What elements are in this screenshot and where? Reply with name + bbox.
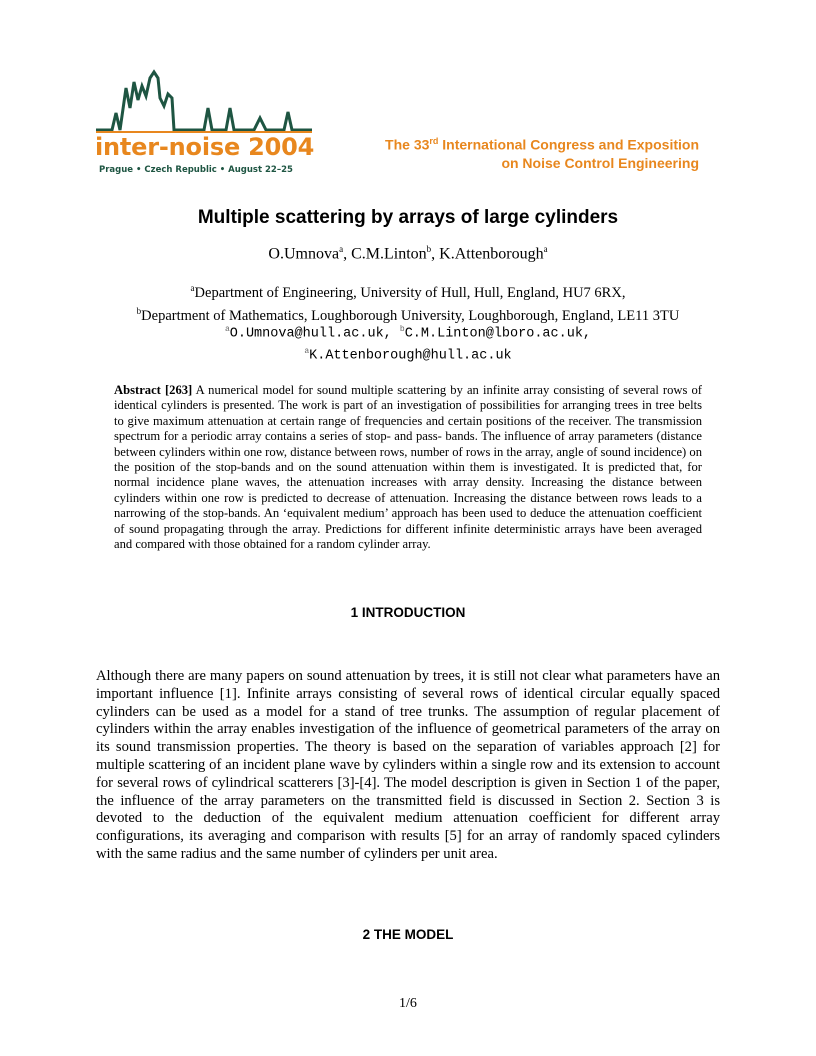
section-heading-model: 2 THE MODEL — [362, 927, 454, 942]
abstract — [114, 383, 702, 552]
author-emails: $^a$O.Umnova@hull.ac.uk, $^b$C.M.Linton@lboro.ac.uk, $^a$K.Attenborough@hull.ac.uk — [224, 325, 592, 363]
affiliation-b: $^b$Department of Mathematics, Loughborough University, Loughborough, England, LE11 3TU — [136, 305, 680, 324]
logo-wordmark: inter-noise 2004 — [95, 133, 315, 161]
abstract-text: A numerical model for sound multiple scattering by an infinite array consisting of several rows of identical cylinders is presented. The work is part of an investigation of possibilities for arranging trees in tree belts to give maximum attenuation at certain range of frequencies and certain positions of the receiver. The transmission spectrum for a periodic array contains a series of stop- and pass- bands. The influence of array parameters (distance between cylinders within one row, distance between rows, number of rows in the array, angle of sound incidence) on the position of the stop-bands and on the sound attenuation within them is investigated. It is predicted that, for normal incidence plane waves, the attenuation increases with array density. Increasing the distance between cylinders within one row is predicted to decrease of attenuation. Increasing the distance between rows leads to a narrowing of the stop-bands. An ‘equivalent medium’ approach has been used to deduce the attenuation coefficient of sound propagating through the array. Predictions for different infinite deterministic arrays have been averaged and compared with those obtained for a random cylinder array. — [114, 383, 702, 552]
affiliations — [0, 279, 816, 325]
section-heading-introduction: 1 INTRODUCTION — [350, 605, 466, 620]
affiliation-a: $^a$Department of Engineering, University of Hull, Hull, England, HU7 6RX, — [190, 283, 626, 301]
author-list: O.Umnova$^a$, C.M.Linton$^b$, K.Attenborough$^a$ — [268, 244, 548, 263]
prague-skyline-logo-icon — [94, 68, 314, 180]
logo-tagline: Prague • Czech Republic • August 22–25 — [99, 165, 293, 175]
page-number: 1/6 — [399, 996, 417, 1011]
conference-name: The 33rd International Congress and Exposition on Noise Control Engineering — [385, 136, 699, 171]
paper-title: Multiple scattering by arrays of large cylinders — [197, 207, 619, 228]
abstract-label: Abstract [263] — [114, 383, 193, 397]
introduction-paragraph: Although there are many papers on sound attenuation by trees, it is still not clear what parameters have an important influence [1]. Infinite arrays consisting of several rows of identical circular equally spaced cylinders can be used as a model for a stand of tree trunks. The assumption of regular placement of cylinders within the array enables investigation of the influence of geometrical parameters of the array on its sound transmission properties. The theory is based on the separation of variables approach [2] for multiple scattering of an incident plane wave by cylinders within a single row and its extension to account for several rows of cylindrical scatterers [3]-[4]. The model description is given in Section 1 of the paper, the influence of the array parameters on the transmitted field is discussed in Section 2. Section 3 is devoted to the deduction of the equivalent medium attenuation coefficient for different array configurations, its averaging and comparison with results [5] for an array of randomly spaced cylinders with the same radius and the same number of cylinders per unit area. — [96, 668, 720, 862]
